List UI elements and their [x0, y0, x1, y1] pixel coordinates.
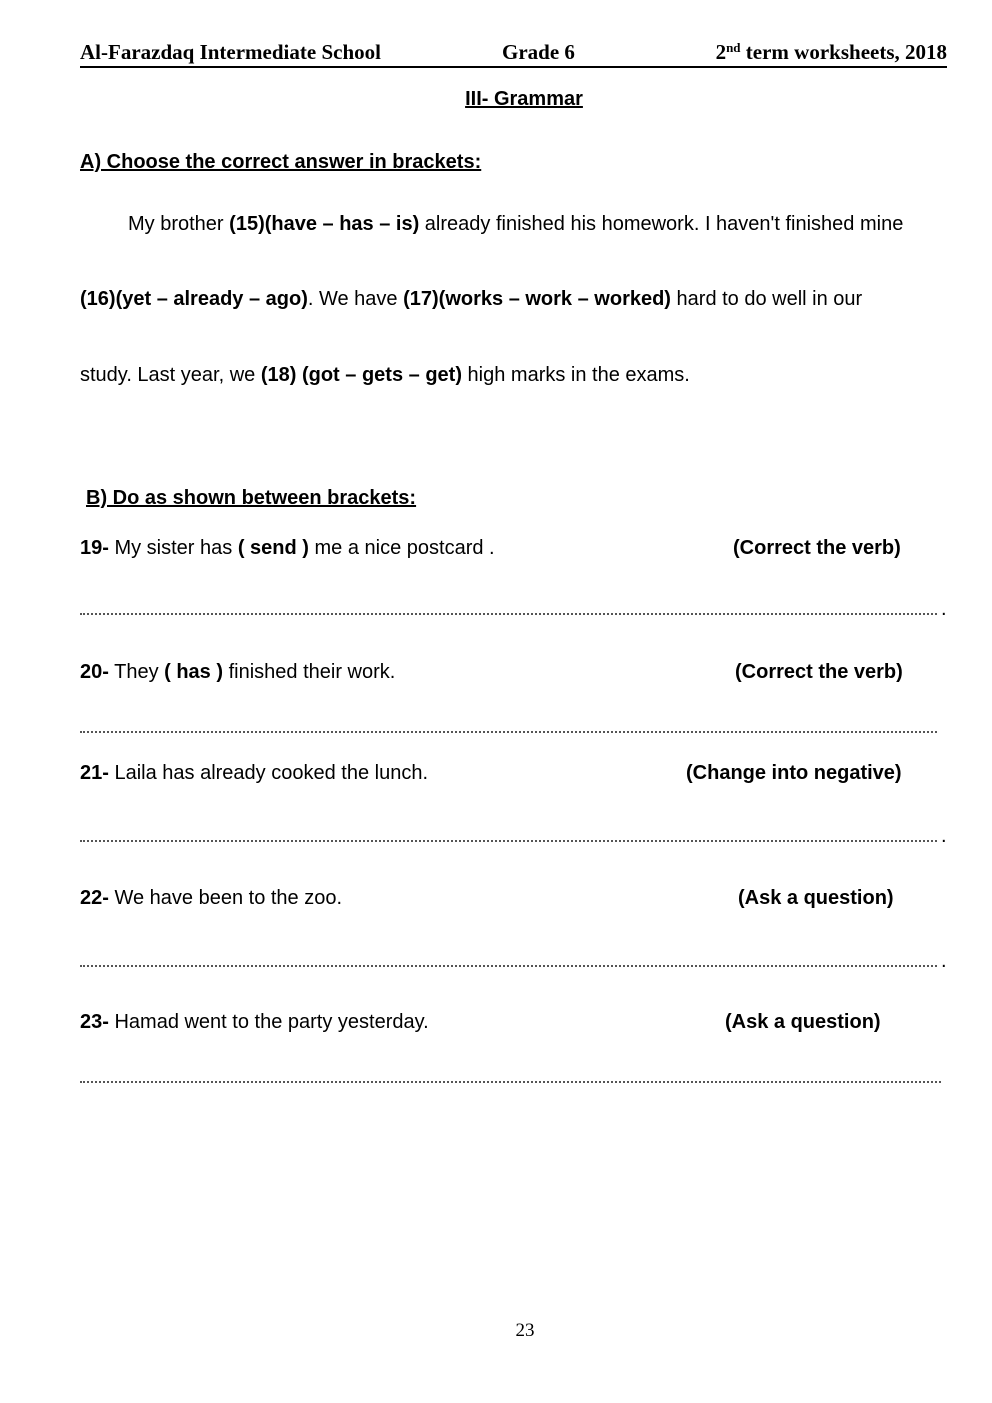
answer-line-19[interactable]	[80, 613, 937, 615]
question-20: 20- They ( has ) finished their work.	[80, 661, 396, 683]
choice-18: (18) (got – gets – get)	[260, 364, 462, 386]
instruction-21: (Change into negative)	[686, 762, 902, 784]
part-a-heading: A) Choose the correct answer in brackets:	[80, 151, 482, 173]
paragraph-line-3: study. Last year, we (18) (got – gets – get) high marks in the exams.	[80, 364, 690, 386]
page-header	[80, 38, 947, 68]
question-23: 23- Hamad went to the party yesterday.	[80, 1011, 429, 1033]
choice-17: (17)(works – work – worked)	[403, 288, 671, 310]
instruction-22: (Ask a question)	[738, 887, 894, 909]
instruction-19: (Correct the verb)	[733, 537, 901, 559]
choice-15: (15)(have – has – is)	[229, 213, 420, 235]
paragraph-line-2: (16)(yet – already – ago). We have (17)(works – work – worked) hard to do well in our	[80, 288, 863, 310]
question-22: 22- We have been to the zoo.	[80, 887, 343, 909]
answer-line-20[interactable]	[80, 731, 937, 733]
answer-line-23[interactable]	[80, 1081, 941, 1083]
answer-period-19: .	[941, 598, 947, 620]
choice-16: (16)(yet – already – ago)	[80, 288, 308, 310]
grade-label: Grade 6	[502, 40, 575, 64]
instruction-23: (Ask a question)	[725, 1011, 881, 1033]
answer-period-21: .	[941, 825, 947, 847]
answer-period-22: .	[941, 950, 947, 972]
question-19: 19- My sister has ( send ) me a nice postcard .	[80, 537, 495, 559]
answer-line-21[interactable]	[80, 840, 937, 842]
instruction-20: (Correct the verb)	[735, 661, 903, 683]
section-title: III- Grammar	[465, 88, 583, 110]
paragraph-line-1: My brother (15)(have – has – is) already finished his homework. I haven't finished mine	[128, 213, 904, 235]
term-label: 2nd term worksheets, 2018	[715, 40, 947, 64]
part-b-heading: B) Do as shown between brackets:	[86, 487, 417, 509]
question-21: 21- Laila has already cooked the lunch.	[80, 762, 429, 784]
answer-line-22[interactable]	[80, 965, 937, 967]
page-number: 23	[515, 1320, 535, 1341]
school-name: Al-Farazdaq Intermediate School	[80, 40, 381, 64]
